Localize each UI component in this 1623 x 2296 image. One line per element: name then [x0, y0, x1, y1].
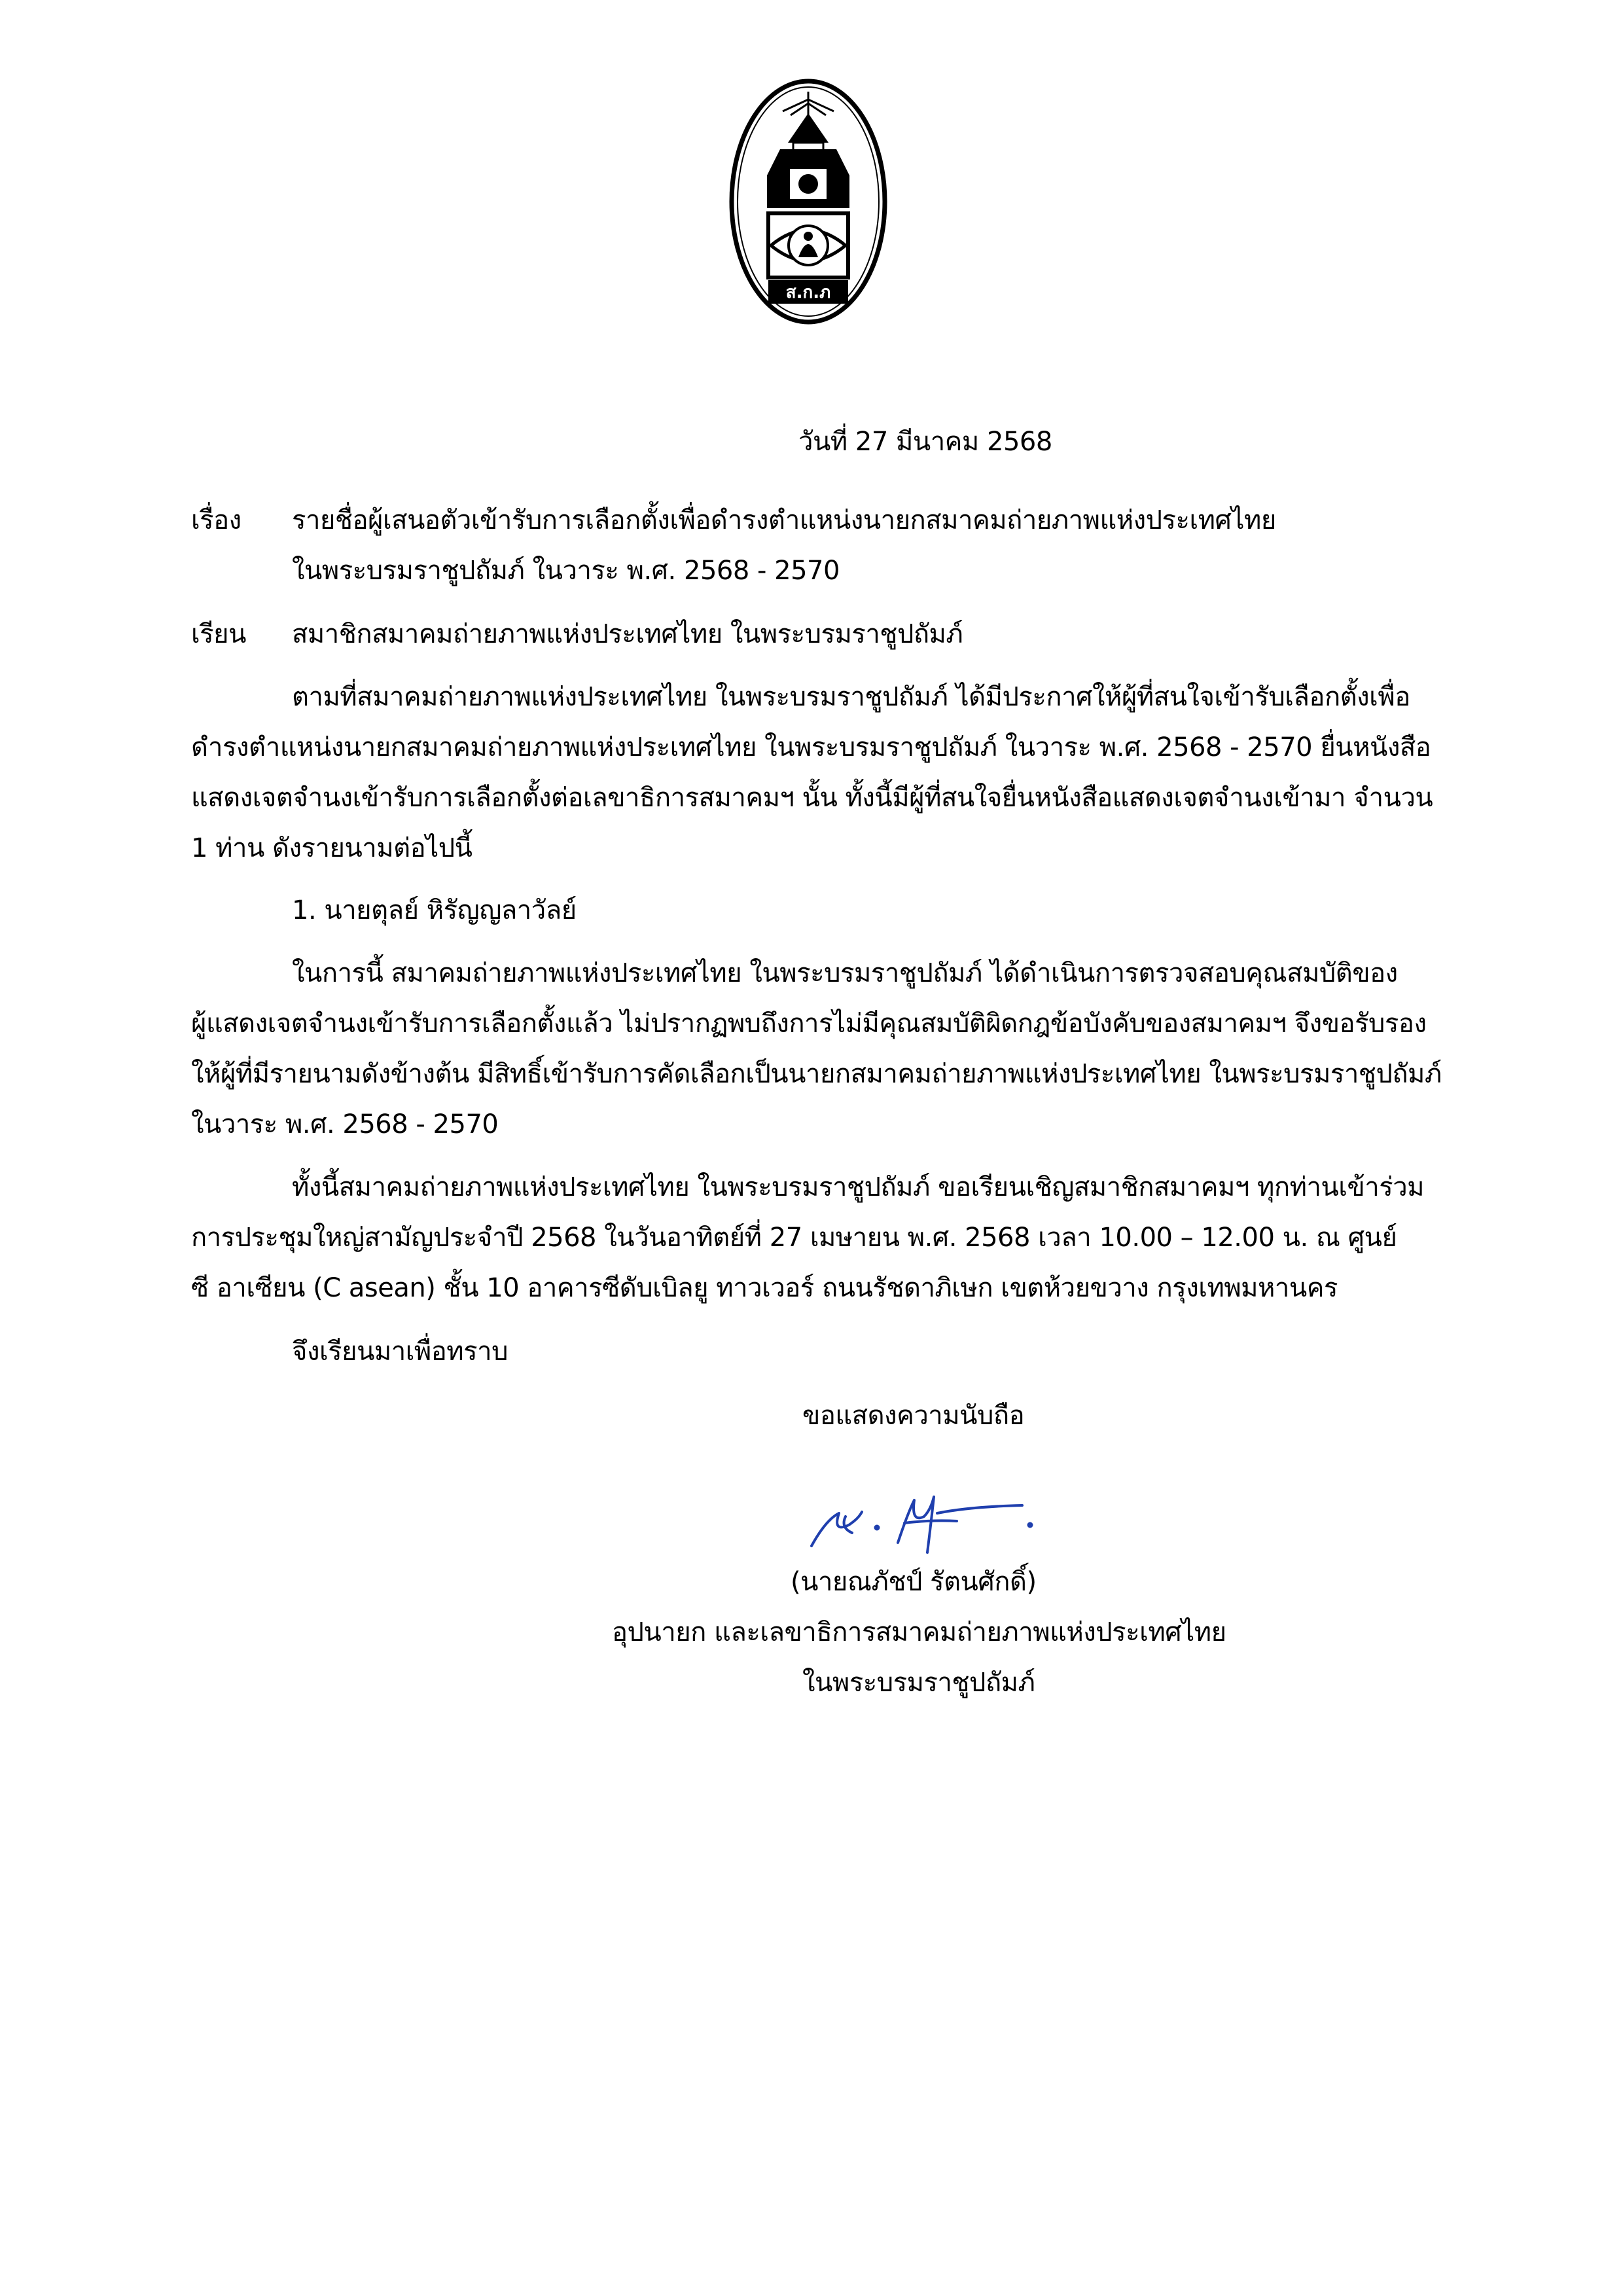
signer-name: (นายณภัชป์ รัตนศักดิ์) [791, 1567, 1037, 1597]
para3-line: ทั้งนี้สมาคมถ่ายภาพแห่งประเทศไทย ในพระบรมราชูปถัมภ์ ขอเรียนเชิญสมาชิกสมาคมฯ ทุกท่านเข้าร่วม [292, 1172, 1425, 1202]
emblem-text: ส.ก.ภ [785, 283, 831, 302]
recipient-value: สมาชิกสมาคมถ่ายภาพแห่งประเทศไทย ในพระบรมราชูปถัมภ์ [292, 619, 963, 649]
para1-line: แสดงเจตจำนงเข้ารับการเลือกตั้งต่อเลขาธิการสมาคมฯ นั้น ทั้งนี้มีผู้ที่สนใจยื่นหนังสือแสดงเจตจำนงเข้ามา จำนวน [191, 783, 1433, 813]
closing-text: จึงเรียนมาเพื่อทราบ [292, 1336, 508, 1367]
para1-line: 1 ท่าน ดังรายนามต่อไปนี้ [191, 833, 473, 863]
signer-org: ในพระบรมราชูปถัมภ์ [802, 1668, 1035, 1698]
letter-date: วันที่ 27 มีนาคม 2568 [798, 427, 1052, 457]
para3-line: ซี อาเซียน (C asean) ชั้น 10 อาคารซีดับเบิลยู ทาวเวอร์ ถนนรัชดาภิเษก เขตห้วยขวาง กรุงเทพมหานคร [191, 1273, 1338, 1303]
para1-line: ตามที่สมาคมถ่ายภาพแห่งประเทศไทย ในพระบรมราชูปถัมภ์ ได้มีประกาศให้ผู้ที่สนใจเข้ารับเลือกตั้งเพื่อ [292, 682, 1410, 712]
subject-line-2: ในพระบรมราชูปถัมภ์ ในวาระ พ.ศ. 2568 - 2570 [292, 556, 840, 586]
recipient-label: เรียน [191, 619, 246, 649]
regards-text: ขอแสดงความนับถือ [802, 1401, 1025, 1431]
signer-title: อุปนายก และเลขาธิการสมาคมถ่ายภาพแห่งประเทศไทย [612, 1617, 1226, 1647]
para2-line: ในการนี้ สมาคมถ่ายภาพแห่งประเทศไทย ในพระบรมราชูปถัมภ์ ได้ดำเนินการตรวจสอบคุณสมบัติของ [292, 958, 1398, 988]
candidate-item: 1. นายตุลย์ หิรัญญลาวัลย์ [292, 895, 577, 925]
para3-line: การประชุมใหญ่สามัญประจำปี 2568 ในวันอาทิตย์ที่ 27 เมษายน พ.ศ. 2568 เวลา 10.00 – 12.00 น. ณ ศูนย์ [191, 1223, 1397, 1253]
subject-label: เรื่อง [191, 505, 241, 535]
subject-line-1: รายชื่อผู้เสนอตัวเข้ารับการเลือกตั้งเพื่อดำรงตำแหน่งนายกสมาคมถ่ายภาพแห่งประเทศไทย [292, 505, 1276, 535]
para2-line: ผู้แสดงเจตจำนงเข้ารับการเลือกตั้งแล้ว ไม่ปรากฏพบถึงการไม่มีคุณสมบัติผิดกฎข้อบังคับของสมาคมฯ จึงขอรับรอง [191, 1009, 1427, 1039]
handwritten-signature [800, 1487, 1048, 1559]
association-emblem [728, 77, 889, 326]
para2-line: ในวาระ พ.ศ. 2568 - 2570 [191, 1109, 499, 1139]
para2-line: ให้ผู้ที่มีรายนามดังข้างต้น มีสิทธิ์เข้ารับการคัดเลือกเป็นนายกสมาคมถ่ายภาพแห่งประเทศไทย ในพระบรมราชูปถัมภ์ [191, 1059, 1442, 1089]
spire-icon [783, 92, 834, 117]
para1-line: ดำรงตำแหน่งนายกสมาคมถ่ายภาพแห่งประเทศไทย ในพระบรมราชูปถัมภ์ ในวาระ พ.ศ. 2568 - 2570 ยื่นหนังสือ [191, 732, 1431, 762]
